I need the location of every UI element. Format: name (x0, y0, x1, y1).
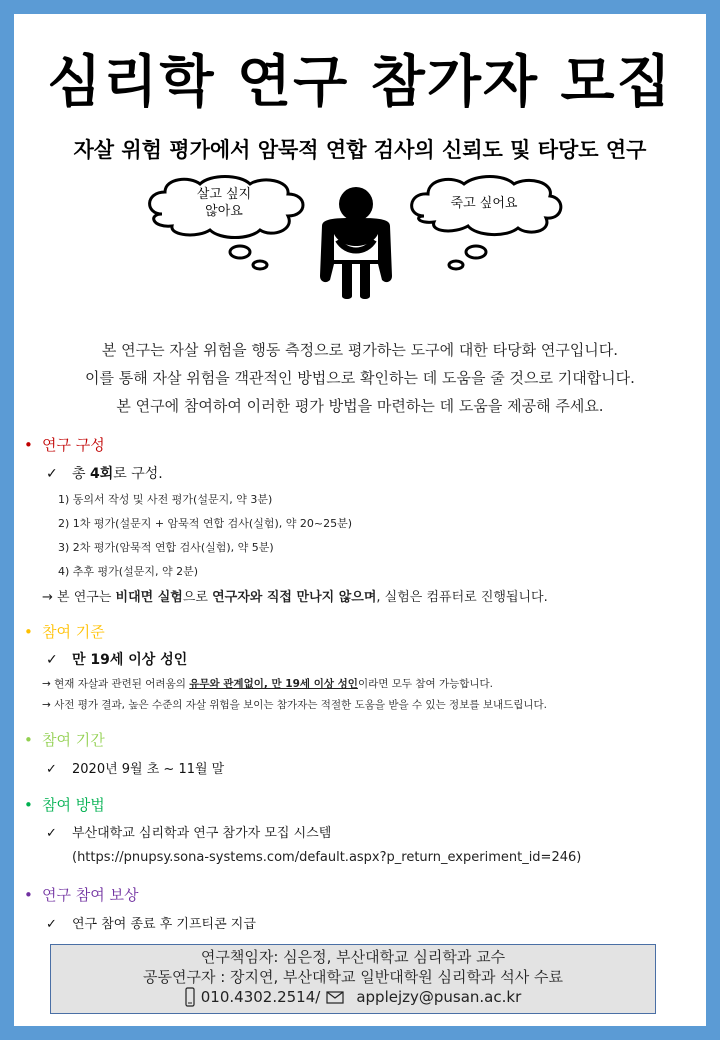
principal-investigator: 연구책임자: 심은정, 부산대학교 심리학과 교수 (200, 948, 506, 966)
recruitment-system-url[interactable]: (https://pnupsy.sona-systems.com/default.aspx?p_return_experiment_id=246) (72, 850, 582, 865)
bullet-icon: • (24, 623, 33, 641)
left-bubble-line1: 살고 싶지 (196, 187, 252, 202)
page-title: 심리학 연구 참가자 모집 (47, 50, 673, 115)
check-icon: ✓ (46, 826, 57, 841)
right-thought-bubble (404, 174, 564, 274)
phone-icon (185, 987, 195, 1007)
intro-line-3: 본 연구에 참여하여 이러한 평가 방법을 마련하는 데 도움을 제공해 주세요. (116, 397, 604, 415)
check-icon: ✓ (46, 762, 57, 777)
reward-check: ✓ 연구 참여 종료 후 기프티콘 지급 (46, 917, 256, 932)
criteria-note-2: → 사전 평가 결과, 높은 수준의 자살 위험을 보이는 참가자는 적절한 도움을 받을 수 있는 정보를 보내드립니다. (42, 699, 548, 711)
study-subtitle: 자살 위험 평가에서 암묵적 연합 검사의 신뢰도 및 타당도 연구 (73, 138, 647, 162)
phone-number[interactable]: 010.4302.2514/ (200, 988, 321, 1006)
intro-line-2: 이를 통해 자살 위험을 객관적인 방법으로 확인하는 데 도움을 줄 것으로 기대합니다. (85, 369, 635, 387)
contact-box (50, 944, 656, 1014)
composition-note: → 본 연구는 비대면 실험으로 연구자와 직접 만나지 않으며, 실험은 컴퓨터로 진행됩니다. (42, 590, 548, 605)
contact-line (51, 987, 655, 1007)
composition-check: ✓ 총 4회로 구성. (46, 466, 163, 482)
envelope-icon (326, 991, 344, 1004)
email-address[interactable]: applejzy@pusan.ac.kr (356, 988, 522, 1006)
section-composition-heading: • 연구 구성 (24, 436, 105, 454)
composition-item-1: 1) 동의서 작성 및 사전 평가(설문지, 약 3분) (58, 493, 273, 506)
section-period-heading: • 참여 기간 (24, 731, 105, 749)
check-icon: ✓ (46, 466, 58, 482)
period-check: ✓ 2020년 9월 초 ~ 11월 말 (46, 762, 225, 777)
left-bubble-text (174, 186, 274, 220)
composition-item-2: 2) 1차 평가(설문지 + 암묵적 연합 검사(실험), 약 20~25분) (58, 517, 352, 530)
right-bubble-text: 죽고 싶어요 (450, 196, 518, 211)
intro-line-1: 본 연구는 자살 위험을 행동 측정으로 평가하는 도구에 대한 타당화 연구입니다. (101, 341, 619, 359)
section-reward-heading: • 연구 참여 보상 (24, 886, 139, 904)
sad-person-icon (308, 184, 404, 300)
method-check: ✓ 부산대학교 심리학과 연구 참가자 모집 시스템 (46, 826, 332, 841)
co-investigator: 공동연구자 : 장지연, 부산대학교 일반대학원 심리학과 석사 수료 (143, 968, 563, 986)
check-icon: ✓ (46, 652, 58, 668)
composition-item-3: 3) 2차 평가(암묵적 연합 검사(실험), 약 5분) (58, 541, 274, 554)
poster (14, 14, 706, 1026)
bullet-icon: • (24, 436, 33, 454)
criteria-check: ✓ 만 19세 이상 성인 (46, 652, 188, 668)
check-icon: ✓ (46, 917, 57, 932)
criteria-note-1: → 현재 자살과 관련된 어려움의 유무와 관계없이, 만 19세 이상 성인이라면 모두 참여 가능합니다. (42, 678, 494, 690)
section-method-heading: • 참여 방법 (24, 796, 105, 814)
intro-paragraph (14, 336, 706, 420)
bullet-icon: • (24, 731, 33, 749)
section-criteria-heading: • 참여 기준 (24, 623, 105, 641)
left-bubble-line2: 않아요 (205, 204, 243, 219)
bullet-icon: • (24, 886, 33, 904)
composition-item-4: 4) 추후 평가(설문지, 약 2분) (58, 565, 198, 578)
bullet-icon: • (24, 796, 33, 814)
